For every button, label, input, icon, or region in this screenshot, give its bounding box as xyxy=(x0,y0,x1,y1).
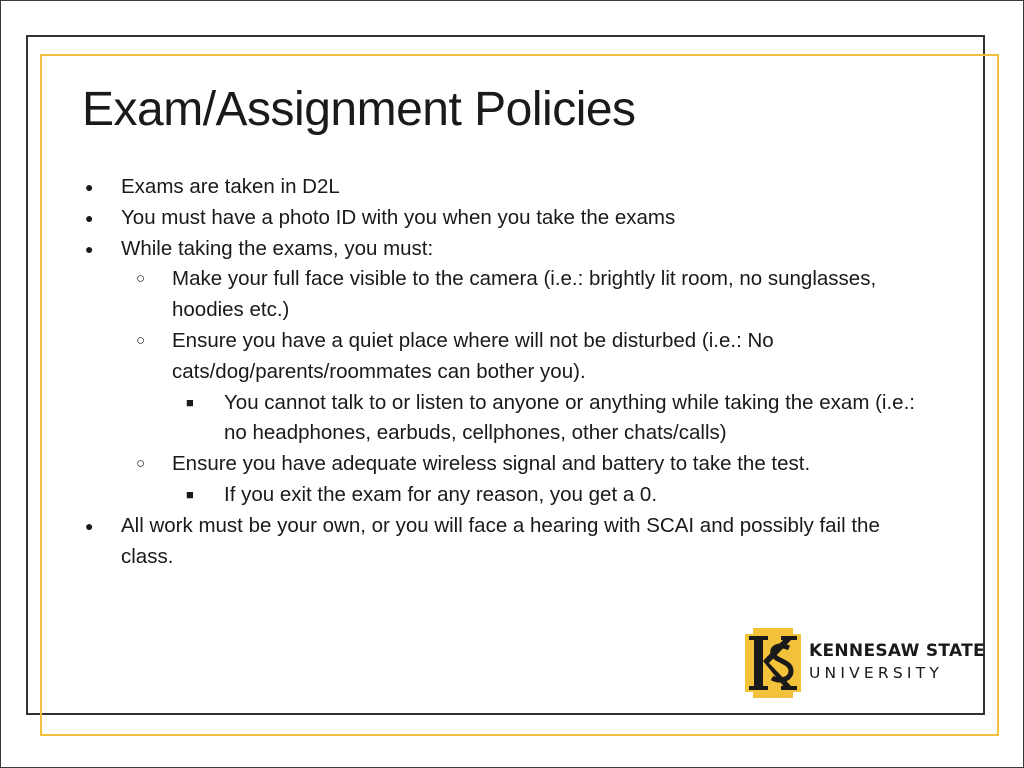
list-item-text: Ensure you have adequate wireless signal and battery to take the test. xyxy=(172,452,811,476)
sub-sub-list-item xyxy=(82,480,932,511)
sub-list-item xyxy=(82,326,932,388)
hollow-circle-bullet-icon: ○ xyxy=(136,331,146,349)
sub-list-item xyxy=(82,264,932,326)
sub-list-item xyxy=(82,449,932,480)
logo-line-kennesaw-state: KENNESAW STATE xyxy=(809,641,985,661)
list-item xyxy=(82,172,932,203)
list-item-text: Make your full face visible to the camera (i.e.: brightly lit room, no sunglasses, hoodies etc.) xyxy=(172,267,877,322)
policy-list xyxy=(82,172,932,572)
list-item xyxy=(82,511,932,573)
list-item-text: While taking the exams, you must: xyxy=(121,236,434,260)
slide-title: Exam/Assignment Policies xyxy=(82,83,636,136)
list-item-text: Ensure you have a quiet place where will not be disturbed (i.e.: No cats/dog/parents/roommates can bother you). xyxy=(172,328,774,383)
list-item xyxy=(82,203,932,234)
list-item-text: Exams are taken in D2L xyxy=(121,175,340,198)
sub-sub-list-item xyxy=(82,388,932,450)
list-item-text: If you exit the exam for any reason, you get a 0. xyxy=(224,482,658,506)
list-item-text: You must have a photo ID with you when you take the exams xyxy=(121,205,676,229)
bullet-icon: ● xyxy=(85,179,94,195)
logo-line-university: UNIVERSITY xyxy=(809,664,944,682)
list-item xyxy=(82,234,932,265)
hollow-circle-bullet-icon: ○ xyxy=(136,455,146,473)
ksu-wordmark xyxy=(809,640,985,684)
square-bullet-icon: ■ xyxy=(186,394,194,410)
list-item-text: You cannot talk to or listen to anyone or anything while taking the exam (i.e.: no headphones, earbuds, cellphones, other chats/calls) xyxy=(224,390,915,445)
ksu-logo xyxy=(745,628,985,698)
square-bullet-icon: ■ xyxy=(186,486,194,502)
bullet-icon: ● xyxy=(85,209,94,226)
ksu-monogram-icon xyxy=(745,628,801,698)
hollow-circle-bullet-icon: ○ xyxy=(136,270,146,288)
bullet-icon: ● xyxy=(85,240,94,257)
bullet-icon: ● xyxy=(85,517,94,534)
list-item-text: All work must be your own, or you will face a hearing with SCAI and possibly fail the class. xyxy=(121,513,880,568)
